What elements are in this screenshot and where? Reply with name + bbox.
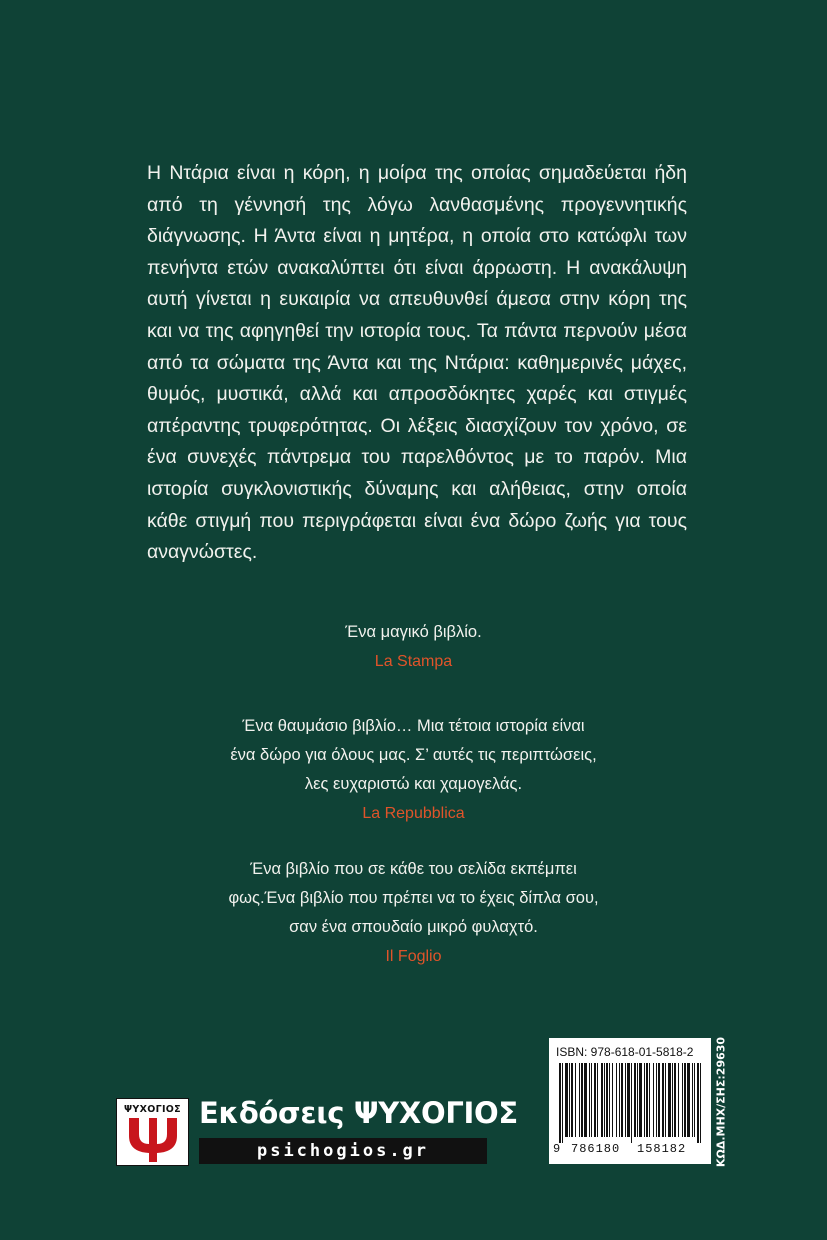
barcode-bar xyxy=(559,1063,561,1143)
psi-icon xyxy=(125,1116,181,1164)
barcode-digits-right: 158182 xyxy=(637,1142,687,1156)
barcode-bar xyxy=(700,1063,701,1143)
barcode-bar xyxy=(674,1063,676,1137)
barcode-bar xyxy=(682,1063,683,1137)
barcode-bar xyxy=(687,1063,690,1137)
isbn-label: ISBN: 978-618-01-5818-2 xyxy=(556,1045,694,1059)
review-source: Il Foglio xyxy=(385,948,442,965)
barcode-bar xyxy=(665,1063,666,1137)
barcode-digits-left: 786180 xyxy=(571,1142,621,1156)
review-quote-line: Ένα μαγικό βιβλίο. xyxy=(345,623,482,641)
review-quote-line: σαν ένα σπουδαίο μικρό φυλαχτό. xyxy=(289,918,538,936)
back-cover-blurb: Η Ντάρια είναι η κόρη, η μοίρα της οποίας σημαδεύεται ήδη από τη γέννησή της λόγω λανθασμένης προγεννητικής διάγνωσης. Η Άντα είναι η μητέρα, η οποία στο κατώφλι των πενήντα ετών ανακαλύπτει ότι είναι άρρωστη. Η ανακάλυψη αυτή γίνεται η ευκαιρία να απευθυνθεί άμεσα στην κόρη της και να της αφηγηθεί την ιστορία τους. Τα πάντα περνούν μέσα από τα σώματα της Άντα και της Ντάρια: καθημερινές μάχες, θυμός, μυστικά, αλλά και απροσδόκητες χαρές και στιγμές απέραντης τρυφερότητας. Οι λέξεις διασχίζουν τον χρόνο, σε ένα συνεχές πάντρεμα του παρελθόντος με το παρόν. Μια ιστορία συγκλονιστικής δύναμης και αλήθειας, στην οποία κάθε στιγμή που περιγράφεται είναι ένα δώρο ζωής για τους αναγνώστες. xyxy=(147,162,687,564)
barcode-bar xyxy=(581,1063,583,1137)
barcode-bar xyxy=(627,1063,630,1137)
barcode-bar xyxy=(662,1063,664,1137)
barcode-bar xyxy=(571,1063,573,1137)
barcode-bar xyxy=(575,1063,576,1137)
barcode-bar xyxy=(656,1063,657,1137)
barcode-bar xyxy=(569,1063,570,1137)
barcode-bar xyxy=(606,1063,608,1137)
barcode-bar xyxy=(579,1063,580,1137)
review-quote-line: λες ευχαριστώ και χαμογελάς. xyxy=(304,775,523,793)
barcode-bar xyxy=(589,1063,590,1137)
publisher-logo-text: ΨΥΧΟΓΙΟΣ xyxy=(124,1104,181,1115)
barcode-bar xyxy=(634,1063,636,1137)
barcode-bar xyxy=(616,1063,617,1137)
barcode-bar xyxy=(694,1063,695,1137)
barcode-bar xyxy=(649,1063,650,1137)
barcode-bar xyxy=(597,1063,598,1137)
barcode-box xyxy=(549,1038,711,1164)
publisher-logo xyxy=(116,1098,189,1166)
barcode-bar xyxy=(619,1063,620,1137)
barcode-bar xyxy=(639,1063,642,1137)
barcode-bar xyxy=(646,1063,648,1137)
review-quote-line: φως.Ένα βιβλίο που πρέπει να το έχεις δίπλα σου, xyxy=(228,889,599,907)
product-code xyxy=(709,1036,733,1168)
barcode-bar xyxy=(672,1063,673,1137)
publisher-block xyxy=(116,1096,518,1166)
review-source: La Repubblica xyxy=(362,805,465,822)
barcode-bar xyxy=(601,1063,603,1137)
barcode-bar xyxy=(604,1063,605,1137)
review-il-foglio xyxy=(0,855,827,971)
barcode-bar xyxy=(562,1063,563,1143)
publisher-website[interactable]: psichogios.gr xyxy=(199,1138,487,1164)
product-code-text: ΚΩΔ.ΜΗΧ/ΣΗΣ:29630 xyxy=(714,1036,728,1168)
publisher-name: Εκδόσεις ΨΥΧΟΓΙΟΣ xyxy=(199,1096,518,1130)
review-la-stampa xyxy=(0,618,827,676)
barcode-bar xyxy=(631,1063,632,1143)
barcode-bar xyxy=(621,1063,623,1137)
barcode-bar xyxy=(612,1063,613,1137)
barcode-bar xyxy=(594,1063,596,1137)
barcode-bar xyxy=(625,1063,626,1137)
review-source: La Stampa xyxy=(374,653,453,670)
review-quote-line: ένα δώρο για όλους μας. Σ’ αυτές τις περιπτώσεις, xyxy=(230,746,597,764)
review-quote-line: Ένα βιβλίο που σε κάθε του σελίδα εκπέμπει xyxy=(250,860,577,878)
barcode-bar xyxy=(692,1063,693,1137)
barcode-bar xyxy=(565,1063,568,1137)
barcode-bar xyxy=(591,1063,592,1137)
review-quote-line: Ένα θαυμάσιο βιβλίο… Μια τέτοια ιστορία είναι xyxy=(242,717,585,735)
barcode-bar xyxy=(658,1063,660,1137)
barcode-bar xyxy=(637,1063,638,1137)
barcode-bar xyxy=(697,1063,699,1143)
barcode-bar xyxy=(644,1063,645,1137)
barcode-bar xyxy=(678,1063,679,1137)
barcode-bar xyxy=(668,1063,671,1137)
barcode-bar xyxy=(684,1063,686,1137)
barcode-bar xyxy=(584,1063,587,1137)
barcode-bars xyxy=(559,1063,701,1143)
review-la-repubblica xyxy=(0,712,827,828)
barcode-bar xyxy=(653,1063,654,1137)
barcode-digit-first: 9 xyxy=(553,1142,561,1156)
barcode-bar xyxy=(609,1063,610,1137)
